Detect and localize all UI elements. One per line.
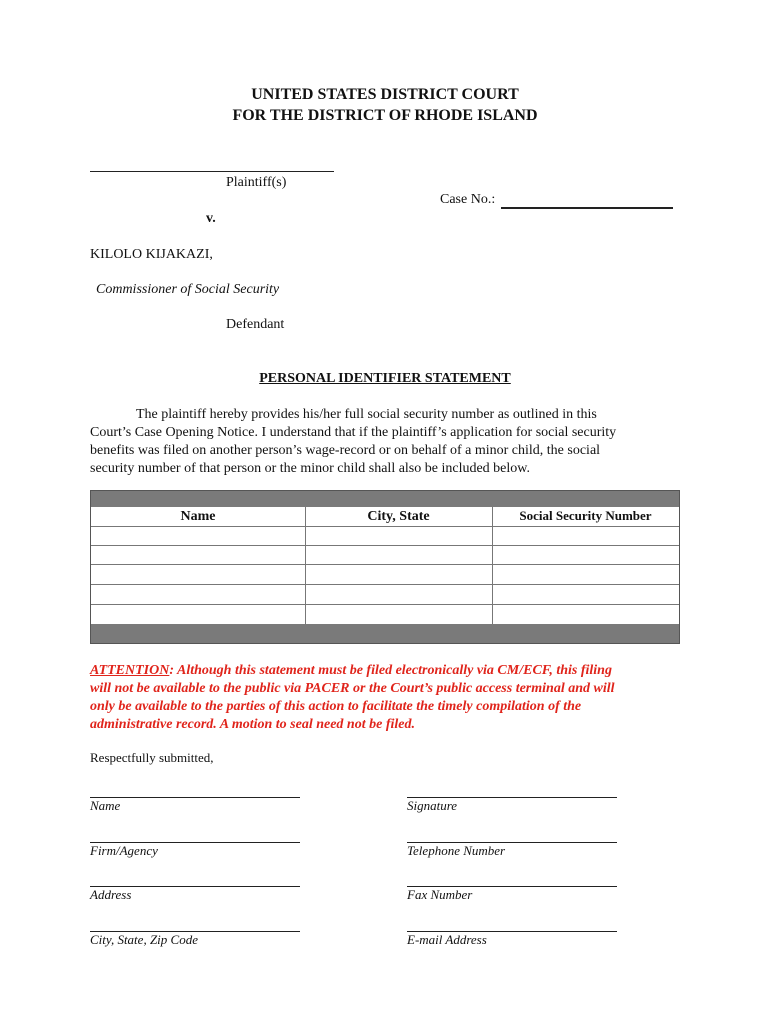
statement-line: Court’s Case Opening Notice. I understand that if the plaintiff’s application for social security (90, 425, 617, 440)
statement-line: benefits was filed on another person’s wage-record or on behalf of a minor child, the social (90, 443, 601, 458)
table-cell-name[interactable] (91, 585, 305, 603)
attention-line: administrative record. A motion to seal need not be filed. (90, 717, 415, 732)
table-cell-ssn[interactable] (493, 605, 679, 623)
telephone-label: Telephone Number (407, 843, 506, 858)
attention-line: will not be available to the public via PACER or the Court’s public access terminal and will (90, 681, 615, 696)
table-cell-ssn[interactable] (493, 565, 679, 583)
address-label: Address (90, 887, 132, 902)
table-cell-city-state[interactable] (306, 585, 492, 603)
attention-text: : Although this statement must be filed electronically via CM/ECF, this filing (169, 663, 612, 678)
table-cell-name[interactable] (91, 546, 305, 564)
defendant-name: KILOLO KIJAKAZI, (90, 247, 213, 262)
closing: Respectfully submitted, (90, 750, 214, 765)
case-no-field[interactable] (501, 207, 673, 209)
statement-line: The plaintiff hereby provides his/her full social security number as outlined in this (136, 407, 597, 422)
attention-line: only be available to the parties of this action to facilitate the timely compilation of the (90, 699, 582, 714)
table-cell-city-state[interactable] (306, 605, 492, 623)
defendant-title: Commissioner of Social Security (96, 282, 280, 297)
plaintiff-label: Plaintiff(s) (226, 175, 287, 190)
city-state-zip-label: City, State, Zip Code (90, 932, 198, 947)
email-label: E-mail Address (407, 932, 487, 947)
table-cell-ssn[interactable] (493, 546, 679, 564)
table-cell-name[interactable] (91, 565, 305, 583)
attention-notice (90, 662, 680, 734)
table-cell-city-state[interactable] (306, 565, 492, 583)
court-district: FOR THE DISTRICT OF RHODE ISLAND (232, 107, 538, 124)
ssn-table (90, 490, 680, 644)
table-cell-city-state[interactable] (306, 527, 492, 545)
table-cell-ssn[interactable] (493, 585, 679, 603)
header-name: Name (180, 509, 216, 524)
signature-label: Signature (407, 798, 458, 813)
header-ssn: Social Security Number (519, 508, 652, 523)
attention-line (90, 662, 680, 680)
table-cell-name[interactable] (91, 605, 305, 623)
case-no-label: Case No.: (440, 192, 496, 207)
plaintiff-name-line[interactable] (90, 171, 334, 172)
table-cell-name[interactable] (91, 527, 305, 545)
versus: v. (206, 211, 216, 226)
firm-label: Firm/Agency (90, 843, 158, 858)
header-city-state: City, State (367, 509, 430, 524)
table-top-bar (91, 491, 679, 507)
table-bottom-bar (91, 624, 679, 643)
table-cell-city-state[interactable] (306, 546, 492, 564)
statement-body (90, 406, 680, 478)
defendant-label: Defendant (226, 317, 285, 332)
table-cell-ssn[interactable] (493, 527, 679, 545)
name-line[interactable] (90, 797, 300, 798)
name-label: Name (90, 798, 121, 813)
court-name: UNITED STATES DISTRICT COURT (251, 86, 519, 103)
fax-label: Fax Number (407, 887, 473, 902)
attention-lead: ATTENTION (90, 663, 170, 678)
statement-line: security number of that person or the minor child shall also be included below. (90, 461, 530, 476)
statement-title: PERSONAL IDENTIFIER STATEMENT (259, 371, 511, 386)
